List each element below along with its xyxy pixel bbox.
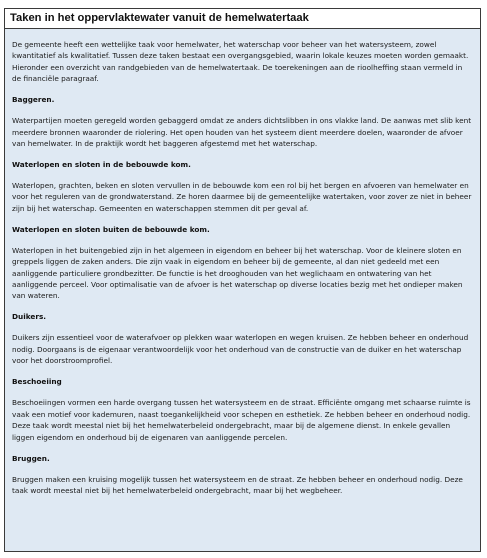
section-heading-beschoeiing: Beschoeiing: [12, 377, 62, 387]
section-text-beschoeiing: Beschoeiingen vormen een harde overgang tussen het watersysteem en de straat. Efficiënte omgang met schaarse ruimte is vaak een motief voor kademuren, naast toegankelijkheid voor schepen en esthetiek. Ze hebben beheer en onderhoud nodig. Deze taak wordt meestal niet bij het hemelwaterbeleid ondergebracht, maar bij de algemene dienst. In enkele gevallen liggen eigendom en onderhoud bij de eigenaren van aanliggende percelen.: [12, 398, 471, 442]
section-heading-baggeren: Baggeren.: [12, 95, 55, 105]
section-text-waterlopen-buiten: Waterlopen in het buitengebied zijn in het algemeen in eigendom en beheer bij het waterschap. Voor de kleinere sloten en greppels liggen de zaken anders. Die zijn vaak in eigendom en beheer bij de gemeente, al dan niet gedeeld met een aanliggende particuliere grondbezitter. De functie is het drooghouden van het weglichaam en ontwatering van het aanliggende perceel. Voor optimalisatie van de afvoer is het waterschap op diverse locaties bezig met het ondieper maken van wateren.: [12, 245, 463, 301]
section-text-bruggen: Bruggen maken een kruising mogelijk tussen het watersysteem en de straat. Ze hebben beheer en onderhoud nodig. Deze taak wordt meestal niet bij het hemelwaterbeleid ondergebracht, maar bij het wegbeheer.: [12, 474, 463, 495]
section-heading-waterlopen-binnen: Waterlopen en sloten in de bebouwde kom.: [12, 160, 191, 170]
box-title: Taken in het oppervlaktewater vanuit de hemelwatertaak: [5, 9, 480, 29]
section-text-duikers: Duikers zijn essentieel voor de waterafvoer op plekken waar waterlopen en wegen kruisen. Ze hebben beheer en onderhoud nodig. Doorgaans is de eigenaar verantwoordelijk voor het onderhoud van de constructie van de duiker en het waterschap voor het doorstroomprofiel.: [12, 333, 469, 366]
section-heading-waterlopen-buiten: Waterlopen en sloten buiten de bebouwde kom.: [12, 224, 210, 234]
section-text-waterlopen-binnen: Waterlopen, grachten, beken en sloten vervullen in de bebouwde kom een rol bij het bergen en afvoeren van hemelwater en voor het reguleren van de grondwaterstand. Ze horen daarmee bij de gemeentelijke watertaken, voor zover ze niet in beheer zijn bij het waterschap. Gemeenten en waterschappen stemmen dit per geval af.: [12, 181, 472, 213]
section-heading-bruggen: Bruggen.: [12, 453, 50, 463]
info-box: [4, 8, 481, 552]
intro-paragraph: De gemeente heeft een wettelijke taak voor hemelwater, het waterschap voor beheer van het watersysteem, zowel kwantitatief als kwalitatief. Tussen deze taken bestaat een overgangsgebied, waarin lokale keuzes moeten worden gemaakt. Hieronder een overzicht van randgebieden van de hemelwatertaak. De toerekeningen aan de rioolheffing staan vermeld in de financiële paragraaf.: [12, 40, 469, 84]
section-text-baggeren: Waterpartijen moeten geregeld worden gebaggerd omdat ze anders dichtslibben in ons vlakke land. De aanwas met slib kent meerdere bronnen waaronder de riolering. Het open houden van het systeem dient meerdere doelen, waaronder de afvoer van hemelwater. In de praktijk wordt het baggeren afgestemd met het waterschap.: [12, 116, 472, 149]
section-heading-duikers: Duikers.: [12, 312, 47, 322]
box-content: [5, 29, 480, 496]
